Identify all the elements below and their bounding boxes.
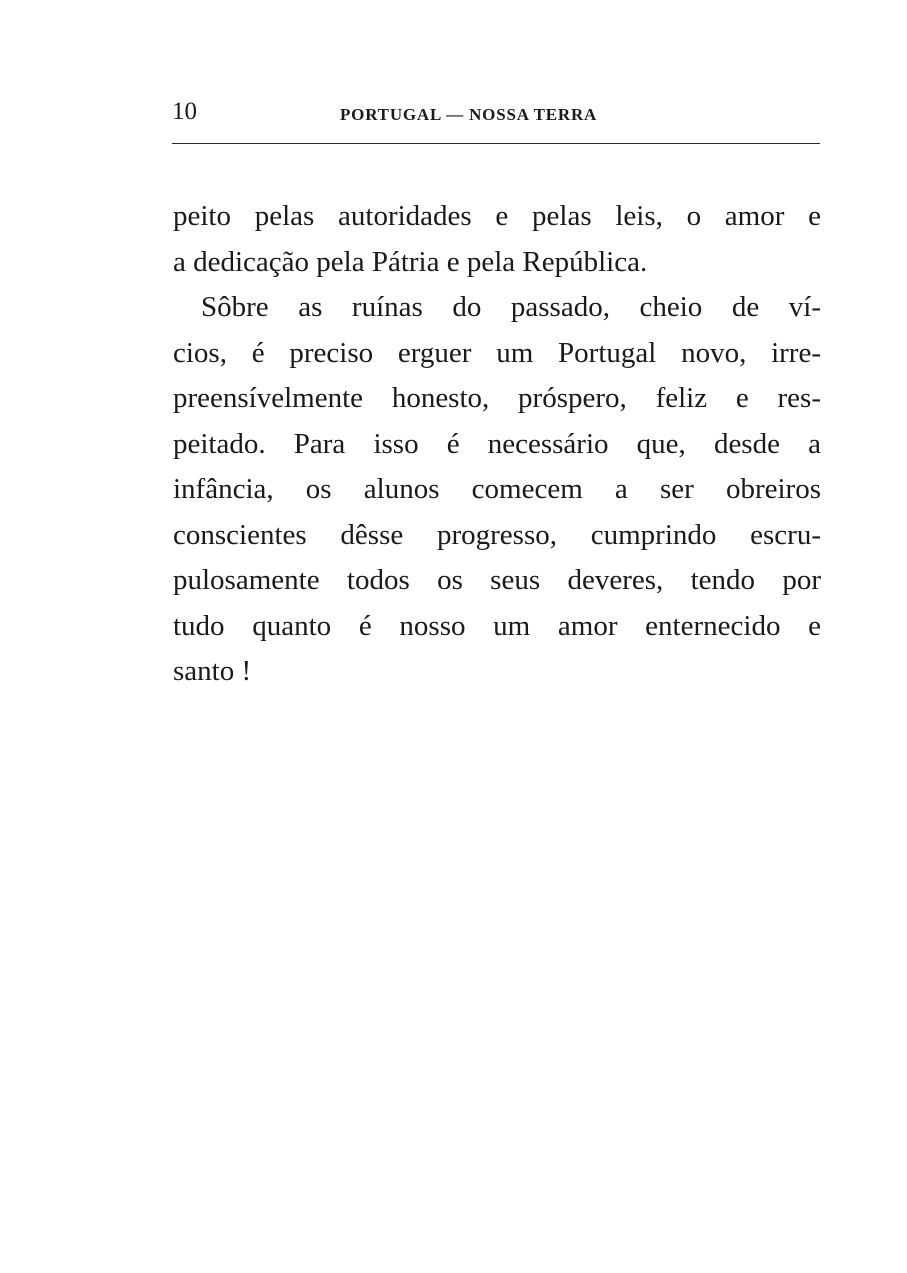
header-rule	[172, 143, 820, 144]
running-title: PORTUGAL — NOSSA TERRA	[340, 105, 598, 124]
page-number: 10	[172, 98, 197, 125]
text-line: peitado. Para isso é necessário que, desde a	[173, 427, 821, 460]
text-line: tudo quanto é nosso um amor enternecido e	[173, 609, 821, 642]
running-head	[172, 96, 820, 130]
text-line: a dedicação pela Pátria e pela República.	[173, 245, 648, 278]
text-line: conscientes dêsse progresso, cumprindo escru-	[173, 518, 821, 551]
body-text	[173, 194, 821, 695]
text-line: santo !	[173, 655, 252, 687]
text-line: pulosamente todos os seus deveres, tendo por	[173, 564, 821, 596]
text-line: cios, é preciso erguer um Portugal novo, irre-	[173, 336, 821, 369]
paragraph-start-line: Sôbre as ruínas do passado, cheio de ví-	[201, 291, 821, 323]
text-line: peito pelas autoridades e pelas leis, o amor e	[173, 200, 821, 232]
text-line: infância, os alunos comecem a ser obreiros	[173, 473, 821, 505]
text-line: preensívelmente honesto, próspero, feliz e res-	[173, 382, 821, 414]
